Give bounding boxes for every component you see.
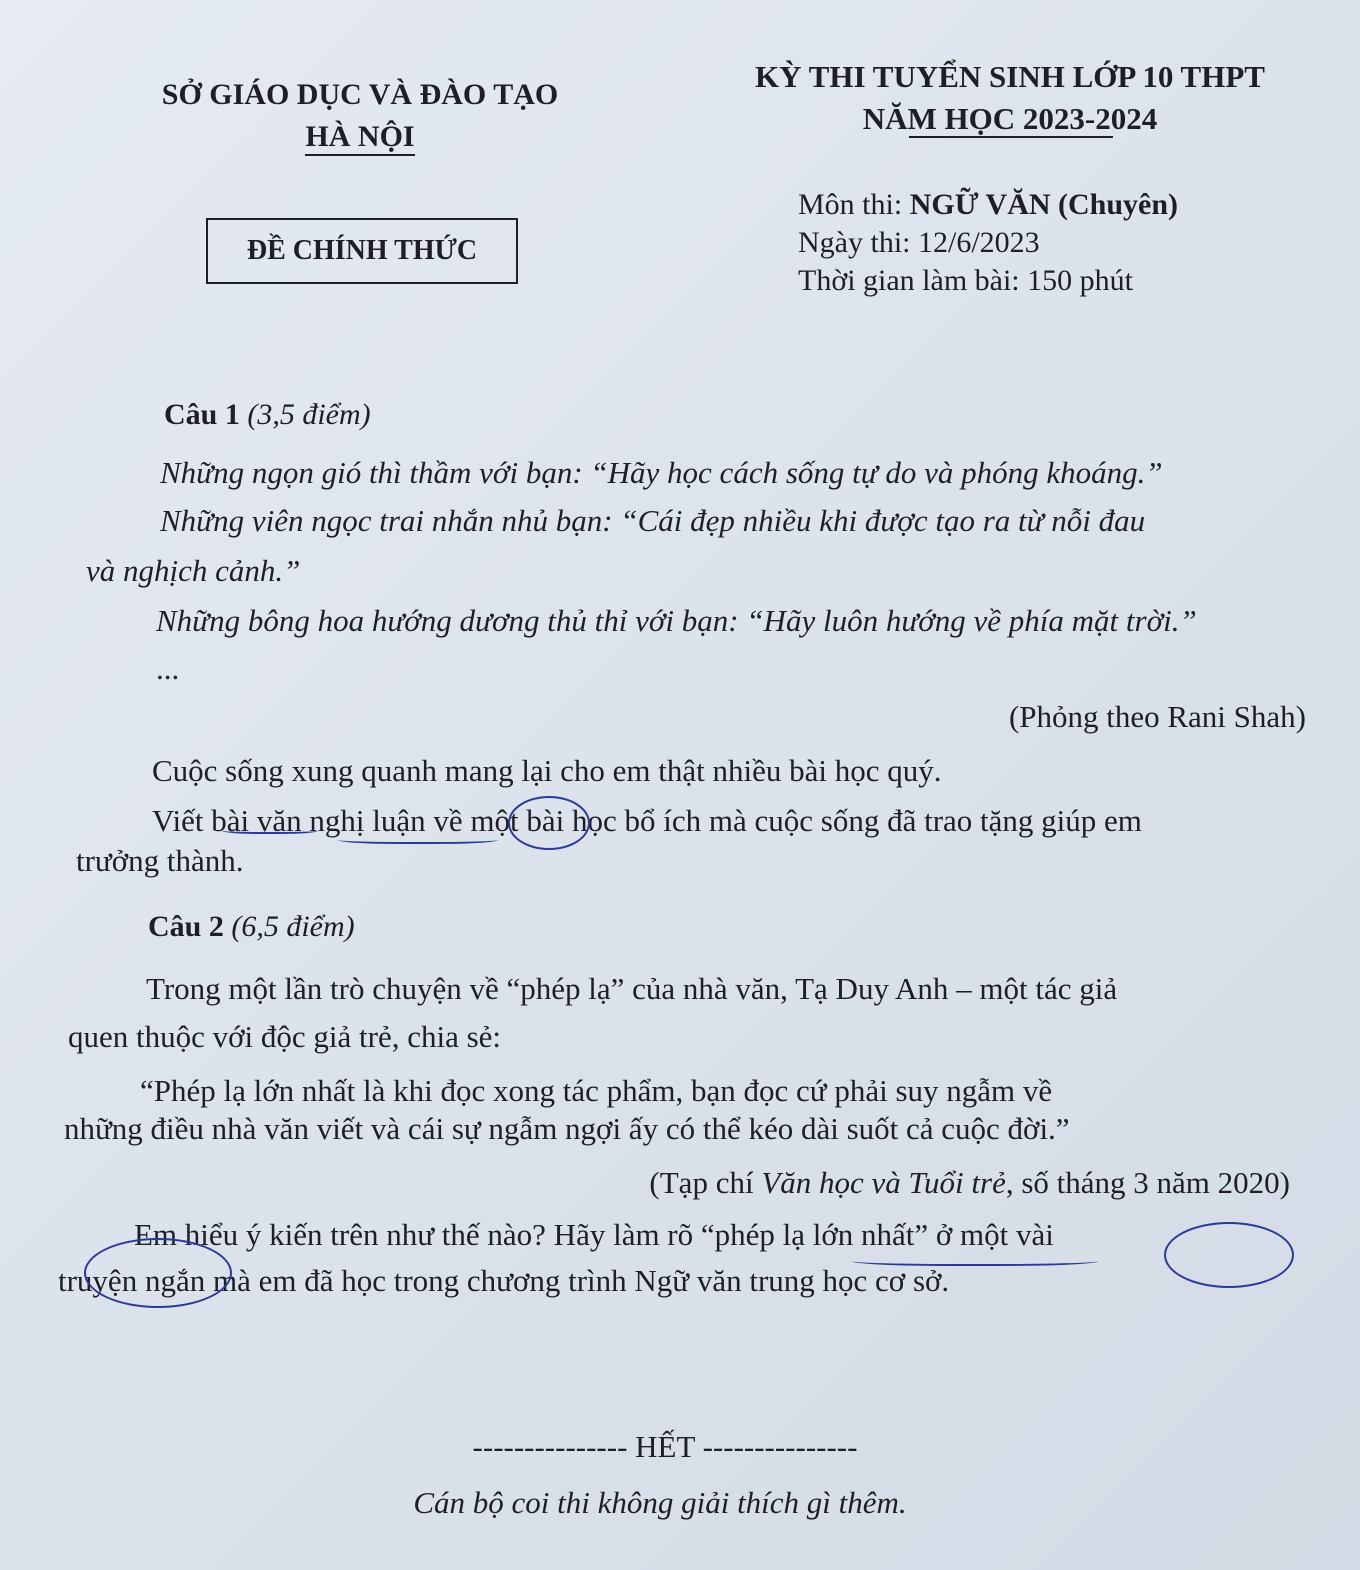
subject-label: Môn thi: <box>798 188 910 221</box>
subject-line <box>798 186 1318 224</box>
question-1-points: (3,5 điểm) <box>247 398 371 431</box>
q2-source-title: Văn học và Tuổi trẻ <box>761 1165 1006 1200</box>
school-year: NĂM HỌC 2023-2024 <box>862 101 1158 136</box>
question-2-points: (6,5 điểm) <box>231 910 355 943</box>
pen-underline-phep-la <box>852 1254 1098 1266</box>
q1-source: (Phỏng theo Rani Shah) <box>1008 699 1306 734</box>
pen-circle-mot <box>508 796 590 850</box>
exam-meta <box>798 186 1318 300</box>
q1-prompt-2a: Viết bài văn nghị luận về một bài học bổ ích mà cuộc sống đã trao tặng giúp em <box>152 803 1142 838</box>
q1-prompt-2b: trưởng thành. <box>76 843 244 878</box>
pen-circle-mot-vai <box>1164 1222 1294 1288</box>
exam-date: Ngày thi: 12/6/2023 <box>798 226 1040 259</box>
q1-quote-line-1: Những ngọn gió thì thầm với bạn: “Hãy học cách sống tự do và phóng khoáng.” <box>160 455 1163 490</box>
question-1-title: Câu 1 <box>164 398 240 431</box>
q1-quote-line-2a: Những viên ngọc trai nhắn nhủ bạn: “Cái đẹp nhiều khi được tạo ra từ nỗi đau <box>160 503 1146 538</box>
q2-intro-b: quen thuộc với độc giả trẻ, chia sẻ: <box>68 1019 502 1054</box>
q1-ellipsis: ... <box>156 651 180 686</box>
pen-underline-bai-van <box>222 826 318 834</box>
q2-source-suffix: , số tháng 3 năm 2020) <box>1005 1165 1290 1200</box>
q2-source <box>560 1160 1290 1206</box>
department-block <box>140 74 580 158</box>
q1-quote-line-3: Những bông hoa hướng dương thủ thỉ với bạn: “Hãy luôn hướng về phía mặt trời.” <box>156 603 1197 638</box>
q1-quote-line-2b: và nghịch cảnh.” <box>86 553 301 588</box>
end-marker: --------------- HẾT --------------- <box>472 1429 858 1464</box>
q2-quote-a: “Phép lạ lớn nhất là khi đọc xong tác phẩm, bạn đọc cứ phải suy ngẫm về <box>140 1073 1053 1108</box>
proctor-note: Cán bộ coi thi không giải thích gì thêm. <box>413 1485 907 1520</box>
school-year-underline <box>909 136 1113 138</box>
official-stamp-box: ĐỀ CHÍNH THỨC <box>206 218 518 284</box>
subject-value: NGỮ VĂN (Chuyên) <box>909 188 1179 221</box>
question-2-title: Câu 2 <box>148 910 224 943</box>
question-2-heading <box>148 910 355 944</box>
q2-intro-a: Trong một lần trò chuyện về “phép lạ” của nhà văn, Tạ Duy Anh – một tác giả <box>146 971 1118 1006</box>
exam-title-block <box>720 56 1300 140</box>
q1-prompt-1: Cuộc sống xung quanh mang lại cho em thật nhiều bài học quý. <box>152 753 942 788</box>
pen-circle-truyen-ngan <box>84 1238 232 1308</box>
question-1-heading <box>164 398 371 432</box>
department-city: HÀ NỘI <box>305 120 414 156</box>
q2-quote-b: những điều nhà văn viết và cái sự ngẫm ngợi ấy có thể kéo dài suốt cả cuộc đời.” <box>64 1111 1070 1146</box>
pen-underline-nghi-luan <box>338 834 498 844</box>
q2-task-a: Em hiểu ý kiến trên như thế nào? Hãy làm rõ “phép lạ lớn nhất” ở một vài <box>134 1217 1054 1252</box>
department-name: SỞ GIÁO DỤC VÀ ĐÀO TẠO <box>161 78 559 111</box>
q2-task-b: truyện ngắn mà em đã học trong chương trình Ngữ văn trung học cơ sở. <box>58 1263 950 1298</box>
exam-title: KỲ THI TUYỂN SINH LỚP 10 THPT <box>755 59 1265 94</box>
q2-source-prefix: (Tạp chí <box>649 1165 762 1200</box>
exam-duration: Thời gian làm bài: 150 phút <box>798 264 1133 297</box>
